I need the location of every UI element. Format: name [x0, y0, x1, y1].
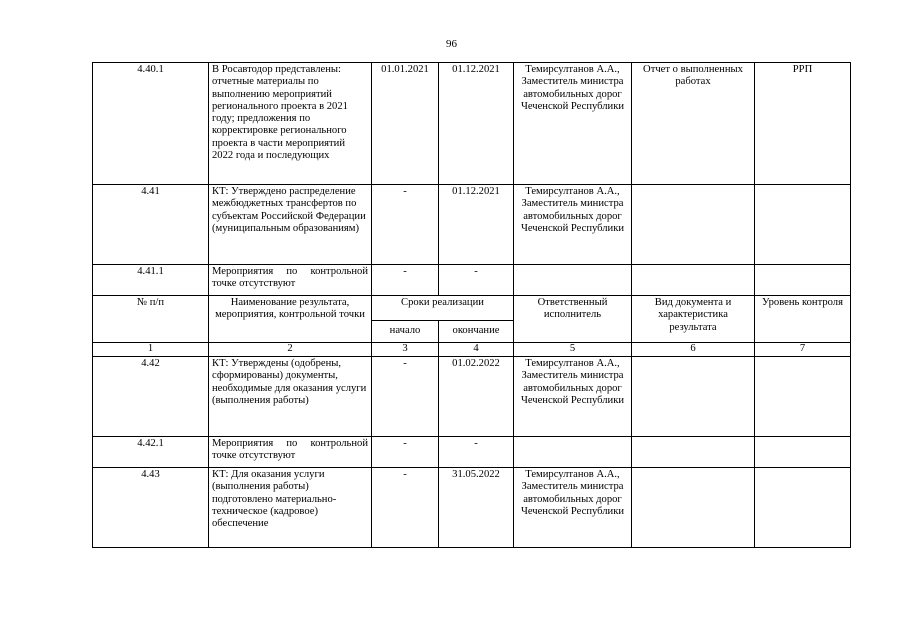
row-start-date: -	[372, 265, 439, 296]
table-row	[93, 265, 851, 296]
header-num: № п/п	[93, 296, 209, 343]
header-control-level: Уровень контроля	[755, 296, 851, 343]
column-number: 3	[372, 343, 439, 357]
column-number: 6	[632, 343, 755, 357]
row-start-date: 01.01.2021	[372, 63, 439, 185]
row-responsible: Темирсултанов А.А., Заместитель министра автомобильных дорог Чеченской Республики	[514, 63, 632, 185]
row-responsible	[514, 265, 632, 296]
header-name: Наименование результата, мероприятия, контрольной точки	[209, 296, 372, 343]
row-document-type: Отчет о выполненных работах	[632, 63, 755, 185]
row-name: КТ: Утверждены (одобрены, сформированы) документы, необходимые для оказания услуги (выполнения работы)	[209, 357, 372, 437]
row-end-date: 31.05.2022	[439, 468, 514, 548]
column-number: 1	[93, 343, 209, 357]
header-end: окончание	[439, 321, 514, 343]
row-number: 4.43	[93, 468, 209, 548]
row-start-date: -	[372, 185, 439, 265]
table-row	[93, 63, 851, 185]
row-name: Мероприятия по контрольной точке отсутствуют	[209, 265, 372, 296]
row-document-type	[632, 265, 755, 296]
row-document-type	[632, 437, 755, 468]
page-number: 96	[446, 38, 457, 50]
table-row	[93, 357, 851, 437]
column-numbers-row	[93, 343, 851, 357]
row-end-date: 01.12.2021	[439, 185, 514, 265]
column-number: 2	[209, 343, 372, 357]
row-control-level	[755, 185, 851, 265]
column-number: 7	[755, 343, 851, 357]
header-responsible: Ответственный исполнитель	[514, 296, 632, 343]
row-name: КТ: Утверждено распределение межбюджетных трансфертов по субъектам Российской Федерации (муниципальным образованиям)	[209, 185, 372, 265]
row-end-date: -	[439, 437, 514, 468]
row-number: 4.42.1	[93, 437, 209, 468]
row-number: 4.41	[93, 185, 209, 265]
table-row	[93, 468, 851, 548]
row-control-level	[755, 468, 851, 548]
row-control-level	[755, 265, 851, 296]
row-control-level: РРП	[755, 63, 851, 185]
header-terms: Сроки реализации	[372, 296, 514, 321]
column-number: 4	[439, 343, 514, 357]
row-end-date: -	[439, 265, 514, 296]
plan-table	[92, 62, 851, 548]
row-responsible: Темирсултанов А.А., Заместитель министра автомобильных дорог Чеченской Республики	[514, 185, 632, 265]
row-responsible: Темирсултанов А.А., Заместитель министра автомобильных дорог Чеченской Республики	[514, 357, 632, 437]
row-name: В Росавтодор представлены: отчетные материалы по выполнению мероприятий регионального проекта в 2021 году; предложения по корректировке регионального проекта в части мероприятий 2022 года и последующих	[209, 63, 372, 185]
header-document-type: Вид документа и характеристика результата	[632, 296, 755, 343]
row-start-date: -	[372, 437, 439, 468]
row-document-type	[632, 357, 755, 437]
row-name: КТ: Для оказания услуги (выполнения работы) подготовлено материально-техническое (кадровое) обеспечение	[209, 468, 372, 548]
row-control-level	[755, 357, 851, 437]
row-number: 4.40.1	[93, 63, 209, 185]
row-document-type	[632, 468, 755, 548]
row-number: 4.41.1	[93, 265, 209, 296]
row-start-date: -	[372, 468, 439, 548]
table-row	[93, 185, 851, 265]
column-number: 5	[514, 343, 632, 357]
row-responsible: Темирсултанов А.А., Заместитель министра автомобильных дорог Чеченской Республики	[514, 468, 632, 548]
header-start: начало	[372, 321, 439, 343]
row-responsible	[514, 437, 632, 468]
table-header-row	[93, 296, 851, 321]
table-row	[93, 437, 851, 468]
row-document-type	[632, 185, 755, 265]
row-control-level	[755, 437, 851, 468]
row-end-date: 01.12.2021	[439, 63, 514, 185]
row-name: Мероприятия по контрольной точке отсутствуют	[209, 437, 372, 468]
row-end-date: 01.02.2022	[439, 357, 514, 437]
row-number: 4.42	[93, 357, 209, 437]
row-start-date: -	[372, 357, 439, 437]
